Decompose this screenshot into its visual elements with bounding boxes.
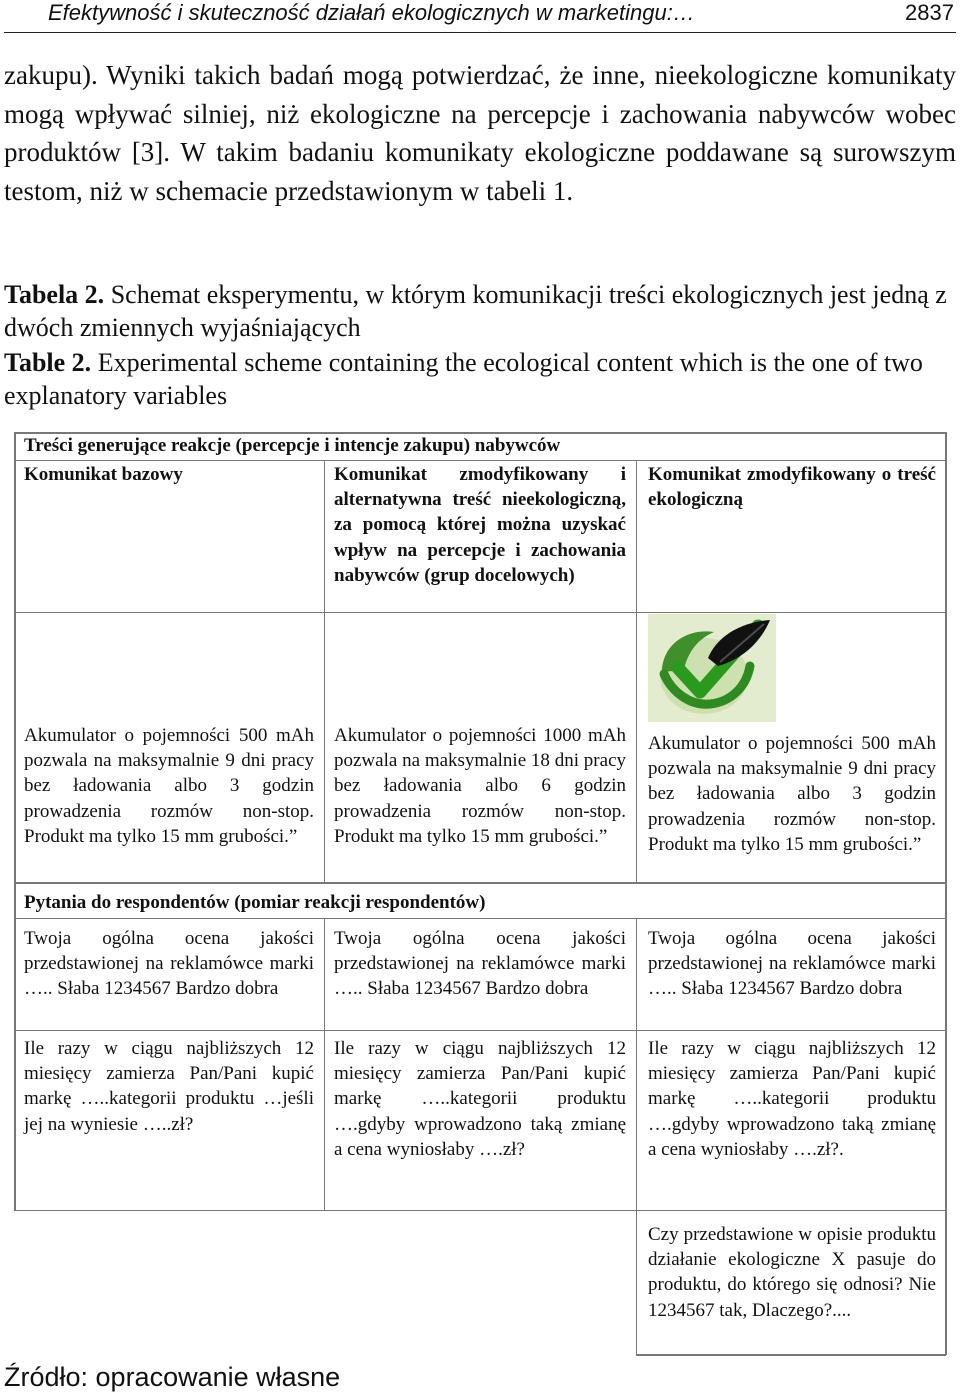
body-paragraph: zakupu). Wyniki takich badań mogą potwierdzać, że inne, nieekologiczne komunikaty mogą wpływać silniej, niż ekologiczne na percepcje i zachowania nabywców wobec produktów [3]. W takim badaniu komunikaty ekologiczne poddawane są surowszym testom, niż w schemacie przedstawionym w tabeli 1.	[4, 60, 956, 206]
table-rule	[636, 1354, 946, 1356]
table-rule	[14, 882, 946, 884]
question-ecological-fit: Czy przedstawione w opisie produktu działanie ekologiczne X pasuje do produktu, do którego się odnosi? Nie 1234567 tak, Dlaczego?....	[648, 1224, 936, 1321]
question-purchase-ecological: Ile razy w ciągu najbliższych 12 miesięcy zamierza Pan/Pani kupić markę …..kategorii produktu ….gdyby wprowadzono taką zmianę a cena wyniosłaby ….zł?.	[648, 1038, 936, 1160]
message-ecological: Akumulator o pojemności 500 mAh pozwala na maksymalnie 9 dni pracy bez ładowania albo 3 godzin prowadzenia rozmów non-stop. Produkt ma tylko 15 mm grubości.”	[648, 733, 936, 855]
table-rule	[636, 460, 637, 882]
question-quality-base: Twoja ogólna ocena jakości przedstawionej na reklamówce marki ….. Słaba 1234567 Bardzo dobra	[24, 928, 314, 1000]
question-purchase-base: Ile razy w ciągu najbliższych 12 miesięcy zamierza Pan/Pani kupić markę …..kategorii produktu …jeśli jej na wyniesie …..zł?	[24, 1038, 314, 1135]
table-rule	[945, 432, 947, 1355]
caption-text-pl: Schemat eksperymentu, w którym komunikacji treści ekologicznych jest jedną z dwóch zmiennych wyjaśniających	[4, 280, 947, 342]
question-quality-ecological: Twoja ogólna ocena jakości przedstawionej na reklamówce marki ….. Słaba 1234567 Bardzo dobra	[648, 928, 936, 1000]
table-rule	[14, 432, 16, 1210]
page-number: 2837	[905, 0, 954, 25]
col-header-nonecological: Komunikat zmodyfikowany i alternatywna treść nieekologiczną, za pomocą której można uzyskać wpływ na percepcje i zachowania nabywców (grup docelowych)	[334, 464, 626, 586]
table-rule	[14, 918, 946, 919]
col-header-base: Komunikat bazowy	[24, 464, 183, 485]
question-purchase-nonecological: Ile razy w ciągu najbliższych 12 miesięcy zamierza Pan/Pani kupić markę …..kategorii produktu ….gdyby wprowadzono taką zmianę a cena wyniosłaby ….zł?	[334, 1038, 626, 1160]
question-quality-nonecological: Twoja ogólna ocena jakości przedstawionej na reklamówce marki ….. Słaba 1234567 Bardzo dobra	[334, 928, 626, 1000]
table-rule	[14, 432, 946, 434]
col-header-ecological: Komunikat zmodyfikowany o treść ekologiczną	[648, 464, 936, 511]
caption-text-en: Experimental scheme containing the ecological content which is the one of two explanatory variables	[4, 348, 923, 410]
table-rule	[324, 460, 325, 882]
section-title-stimuli: Treści generujące reakcje (percepcje i intencje zakupu) nabywców	[24, 435, 561, 456]
caption-label-en: Table 2.	[4, 348, 92, 377]
caption-label-pl: Tabela 2.	[4, 280, 105, 309]
table-rule	[14, 1030, 946, 1031]
message-base: Akumulator o pojemności 500 mAh pozwala na maksymalnie 9 dni pracy bez ładowania albo 3 godzin prowadzenia rozmów non-stop. Produkt ma tylko 15 mm grubości.”	[24, 725, 314, 847]
eco-checkmark-logo	[648, 614, 776, 722]
message-nonecological: Akumulator o pojemności 1000 mAh pozwala na maksymalnie 18 dni pracy bez ładowania albo 6 godzin prowadzenia rozmów non-stop. Produkt ma tylko 15 mm grubości.”	[334, 725, 626, 847]
table-rule	[14, 612, 946, 613]
table-rule	[324, 918, 325, 1210]
section-title-questions: Pytania do respondentów (pomiar reakcji respondentów)	[24, 892, 486, 913]
green-checkmark-leaf-icon	[648, 614, 776, 722]
table-rule	[14, 460, 946, 461]
table-rule	[636, 918, 637, 1355]
running-title: Efektywność i skuteczność działań ekologicznych w marketingu:…	[48, 0, 695, 25]
table-rule	[14, 1210, 946, 1211]
source-note: Źródło: opracowanie własne	[4, 1362, 341, 1392]
